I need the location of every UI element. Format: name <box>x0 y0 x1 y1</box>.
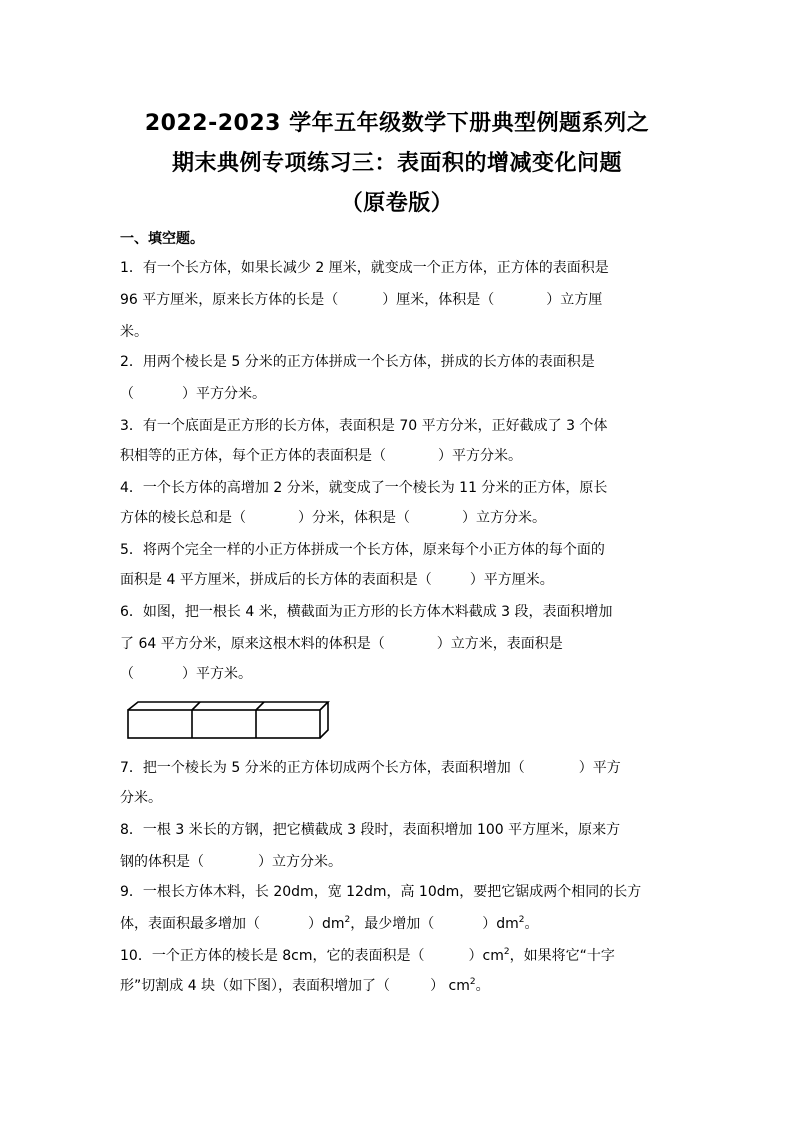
q3-text-a: 积相等的正方体，每个正方体的表面积是（ <box>120 448 386 464</box>
bar-front-face <box>128 710 320 738</box>
q7-line-1 <box>120 758 621 778</box>
q10-line-2 <box>120 976 490 996</box>
q10-text-d: 形”切割成 4 块（如下图），表面积增加了（ <box>120 978 391 994</box>
bar-top-face <box>128 702 328 710</box>
title-line-2: 期末典例专项练习三：表面积的增减变化问题 <box>171 151 622 176</box>
q3-line-2 <box>120 446 522 466</box>
q8-text-a: 钢的体积是（ <box>120 854 204 870</box>
q5-text-a: 面积是 4 平方厘米，拼成后的长方体的表面积是（ <box>120 572 432 588</box>
q6-text-d: ）平方米。 <box>182 666 252 682</box>
q9-text-c: ，最少增加（ <box>350 916 435 932</box>
q7-text-b: ）平方 <box>578 760 621 776</box>
q1-text-b: ）厘米，体积是（ <box>382 292 495 308</box>
title-line-3: （原卷版） <box>340 191 454 216</box>
q5-line-2 <box>120 570 554 590</box>
q2-line-2 <box>120 384 266 404</box>
q3-text-b: ）平方分米。 <box>438 448 522 464</box>
q9-sup-2: 2 <box>518 915 525 925</box>
q10-sup-1: 2 <box>503 947 510 957</box>
q10-text-c: ，如果将它“十字 <box>509 948 615 964</box>
q8-line-2 <box>120 852 342 872</box>
section-heading: 一、填空题。 <box>120 231 204 247</box>
q9-line-2 <box>120 914 539 934</box>
q9-text-e: 。 <box>524 916 539 932</box>
q8-text-b: ）立方分米。 <box>258 854 342 870</box>
bar-right-face <box>320 702 328 738</box>
q6-line-2 <box>120 634 563 654</box>
q6-line-3 <box>120 664 252 684</box>
q1-line-3: 米。 <box>120 324 148 340</box>
q10-text-f: 。 <box>475 978 490 994</box>
q10-sup-2: 2 <box>469 977 476 987</box>
q6-text-a: 了 64 平方分米，原来这根木料的体积是（ <box>120 636 385 652</box>
q1-line-2 <box>120 290 602 310</box>
q5-line-1: 5．将两个完全一样的小正方体拼成一个长方体，原来每个小正方体的每个面的 <box>120 542 605 558</box>
q2-text-a: （ <box>120 386 134 402</box>
q9-text-d: ）dm <box>482 916 519 932</box>
q3-line-1: 3．有一个底面是正方形的长方体，表面积是 70 平方分米，正好截成了 3 个体 <box>120 418 608 434</box>
q4-text-a: 方体的棱长总和是（ <box>120 510 246 526</box>
bar-cut-2-top <box>256 702 264 710</box>
q4-text-c: ）立方分米。 <box>462 510 546 526</box>
q6-text-c: （ <box>120 666 134 682</box>
q1-text-c: ）立方厘 <box>546 292 603 308</box>
q9-text-b: ）dm <box>308 916 345 932</box>
q9-sup-1: 2 <box>344 915 351 925</box>
q2-text-b: ）平方分米。 <box>182 386 266 402</box>
q1-line-1: 1．有一个长方体，如果长减少 2 厘米，就变成一个正方体，正方体的表面积是 <box>120 260 609 276</box>
q7-line-2: 分米。 <box>120 790 162 806</box>
q8-line-1: 8．一根 3 米长的方钢，把它横截成 3 段时，表面积增加 100 平方厘米，原来方 <box>120 822 621 838</box>
q4-line-2 <box>120 508 546 528</box>
q10-text-e: ） cm <box>430 978 470 994</box>
bar-cut-1-top <box>192 702 200 710</box>
q10-line-1 <box>120 946 615 966</box>
q1-text-a: 96 平方厘米，原来长方体的长是（ <box>120 292 339 308</box>
q4-line-1: 4．一个长方体的高增加 2 分米，就变成了一个棱长为 11 分米的正方体，原长 <box>120 480 608 496</box>
q2-line-1: 2．用两个棱长是 5 分米的正方体拼成一个长方体，拼成的长方体的表面积是 <box>120 354 595 370</box>
q10-text-a: 10．一个正方体的棱长是 8cm，它的表面积是（ <box>120 948 425 964</box>
q9-line-1: 9．一根长方体木料，长 20dm，宽 12dm，高 10dm，要把它锯成两个相同的长方 <box>120 884 642 900</box>
q9-text-a: 体，表面积最多增加（ <box>120 916 260 932</box>
q7-text-a: 7．把一个棱长为 5 分米的正方体切成两个长方体，表面积增加（ <box>120 760 525 776</box>
q5-text-b: ）平方厘米。 <box>469 572 554 588</box>
q6-text-b: ）立方米，表面积是 <box>436 636 563 652</box>
wood-bar-diagram <box>126 700 330 740</box>
title-line-1: 2022-2023 学年五年级数学下册典型例题系列之 <box>144 111 650 136</box>
q4-text-b: ）分米，体积是（ <box>298 510 410 526</box>
q10-text-b: ）cm <box>468 948 504 964</box>
q6-line-1: 6．如图，把一根长 4 米，横截面为正方形的长方体木料截成 3 段，表面积增加 <box>120 604 613 620</box>
